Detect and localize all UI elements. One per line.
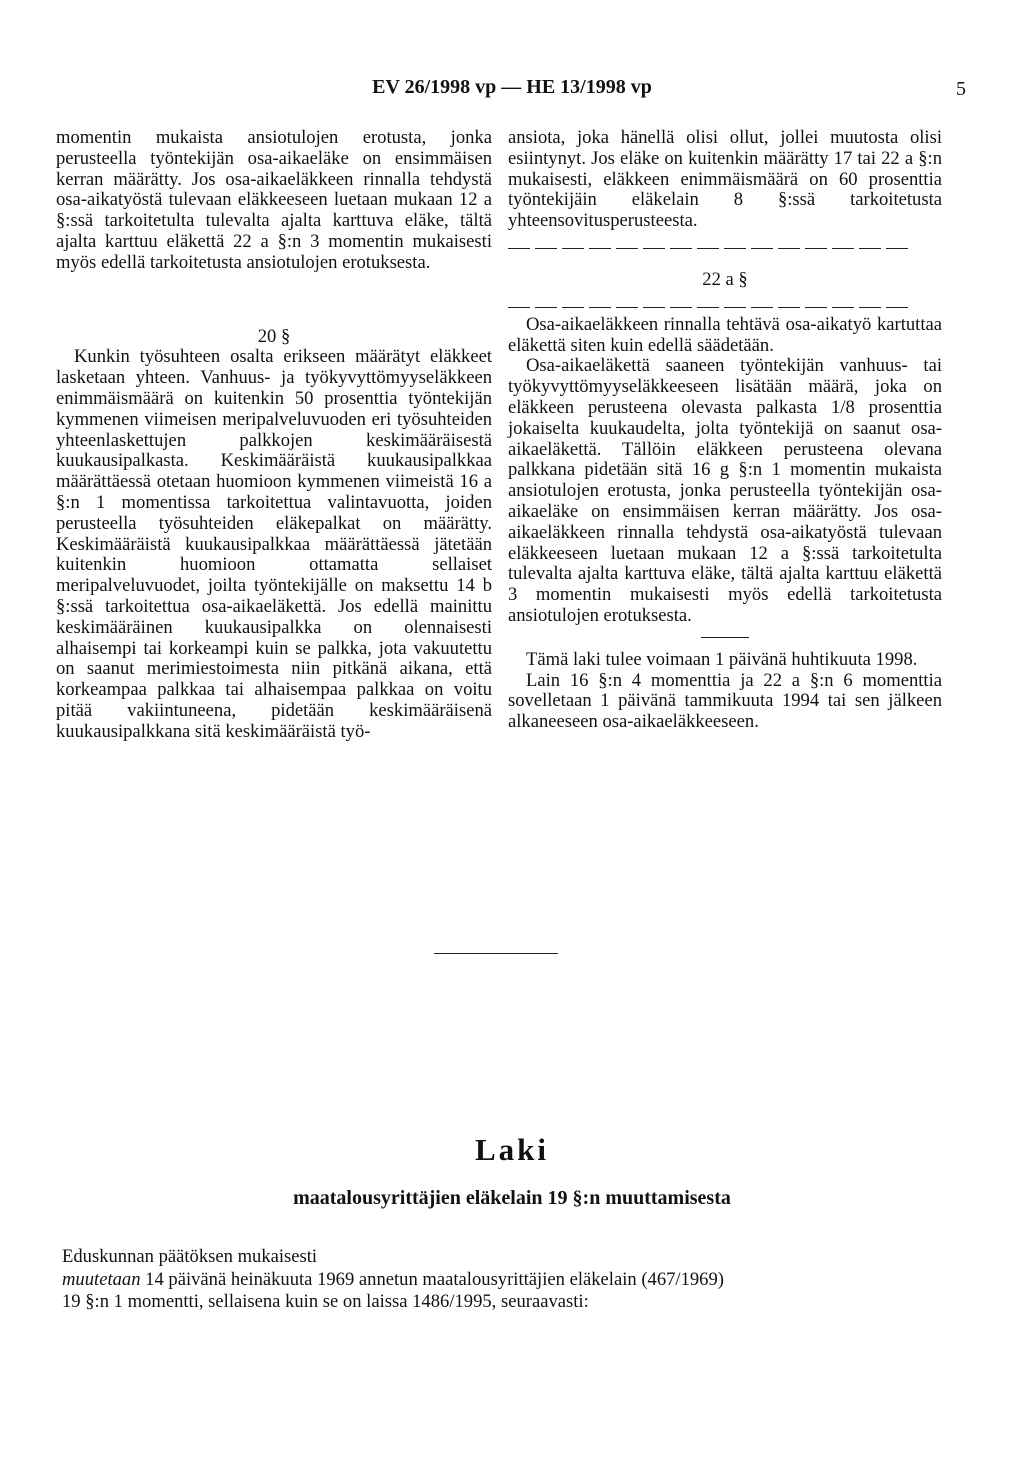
intro-line-2: [62, 1269, 940, 1292]
intro-line-3: 19 §:n 1 momentti, sellaisena kuin se on laissa 1486/1995, seuraavasti:: [62, 1291, 589, 1312]
right-column: [508, 128, 942, 733]
separator-rule: [701, 637, 749, 638]
law-subtitle: maatalousyrittäjien eläkelain 19 §:n muuttamisesta: [293, 1187, 731, 1209]
law-intro: [62, 1246, 940, 1314]
intro-line-1: Eduskunnan päätöksen mukaisesti: [62, 1246, 318, 1267]
section-heading-22a: 22 a §: [702, 268, 748, 290]
page-number: 5: [956, 78, 966, 100]
left-paragraph-2: Kunkin työsuhteen osalta erikseen määrätyt eläkkeet lasketaan yhteen. Vanhuus- ja työkyvyttömyyseläkkeen enimmäismäärä on kuitenkin 50 prosenttia työntekijän kymmenen viimeisen meripalveluvuoden eri työsuhteiden yhteenlaskettujen palkkojen keskimääräisestä kuukausipalkasta. Keskimääräistä kuukausipalkkaa määrättäessä otetaan huomioon kymmenen viimeistä 16 a §:n 1 momentissa tarkoitettua valintavuotta, joiden perusteella työsuhteiden eläkepalkat on määrätty. Keskimääräistä kuukausipalkkaa määrättäessä jätetään kuitenkin huomioon ottamatta sellaiset meripalveluvuodet, joilta työntekijälle on maksettu 14 b §:ssä tarkoitettua osa-aikaeläkettä. Jos edellä mainittu keskimääräinen kuukausipalkka on olennaisesti alhaisempi tai korkeampi kuin se palkka, jota vakuutettu on saanut merimiestoimesta niin pitkänä aikana, että korkeampaa palkkaa tai alhaisempaa palkkaa on voitu pitää vakiintuneena, pidetään keskimääräisenä kuukausipalkkana sitä keskimääräistä työ-: [56, 346, 492, 742]
intro-line-2-rest: 14 päivänä heinäkuuta 1969 annetun maatalousyrittäjien eläkelain (467/1969): [140, 1268, 724, 1290]
omission-dashes: [508, 297, 942, 309]
right-paragraph-3: Osa-aikaeläkettä saaneen työntekijän vanhuus- tai työkyvyttömyyseläkkeeseen lisätään määrä, joka on eläkkeen perusteena olevasta palkasta 1/8 prosenttia jokaiselta kuukaudelta, jolta työntekijä on saanut osa-aikaeläkettä. Tällöin eläkkeen perusteena olevana palkkana pidetään sitä 16 g §:n 1 momentin mukaista ansiotulojen erotusta, jonka perusteella työntekijän osa-aikaeläke on ensimmäisen kerran määrätty. Jos osa-aikaeläkkeen rinnalla tehdystä osa-aikatyöstä tulevaan eläkkeeseen luetaan mukaan 12 a §:ssä tarkoitetulta tulevalta ajalta karttuva eläke, tältä ajalta karttuu eläkettä 3 momentin mukaisesti myös edellä tarkoitetusta ansiotulojen erotuksesta.: [508, 355, 942, 626]
left-paragraph-1: momentin mukaista ansiotulojen erotusta, jonka perusteella työntekijän osa-aikaeläke on ensimmäisen kerran määrätty. Jos osa-aikaeläkkeen rinnalla tehdystä osa-aikatyöstä tulevaan eläkkeeseen luetaan mukaan 12 a §:ssä tarkoitetulta tulevalta ajalta karttuva eläke, tältä ajalta karttuu eläkettä 22 a §:n 3 momentin mukaisesti myös edellä tarkoitetusta ansiotulojen erotuksesta.: [56, 127, 492, 273]
spacer: [56, 274, 492, 327]
intro-verb: muutetaan: [62, 1268, 141, 1290]
right-paragraph-2: Osa-aikaeläkkeen rinnalla tehtävä osa-aikatyö kartuttaa eläkettä siten kuin edellä säädetään.: [508, 313, 942, 356]
section-heading-20: 20 §: [257, 325, 291, 347]
right-paragraph-1: ansiota, joka hänellä olisi ollut, jollei muutosta olisi esiintynyt. Jos eläke on kuitenkin määrätty 17 tai 22 a §:n mukaisesti, eläkkeen enimmäismäärä on 60 prosenttia työntekijäin eläkelain 8 §:ssä tarkoitetusta yhteensovitusperusteesta.: [508, 127, 942, 232]
omission-dashes: [508, 238, 942, 250]
document-reference: EV 26/1998 vp — HE 13/1998 vp: [372, 76, 652, 98]
right-paragraph-4: Tämä laki tulee voimaan 1 päivänä huhtikuuta 1998.: [526, 648, 918, 670]
end-rule: [434, 953, 558, 954]
law-title: Laki: [474, 1132, 550, 1167]
left-column: [56, 128, 492, 743]
right-paragraph-5: Lain 16 §:n 4 momenttia ja 22 a §:n 6 momenttia sovelletaan 1 päivänä tammikuuta 1994 tai sen jälkeen alkaneeseen osa-aikaeläkkeeseen.: [508, 669, 942, 733]
